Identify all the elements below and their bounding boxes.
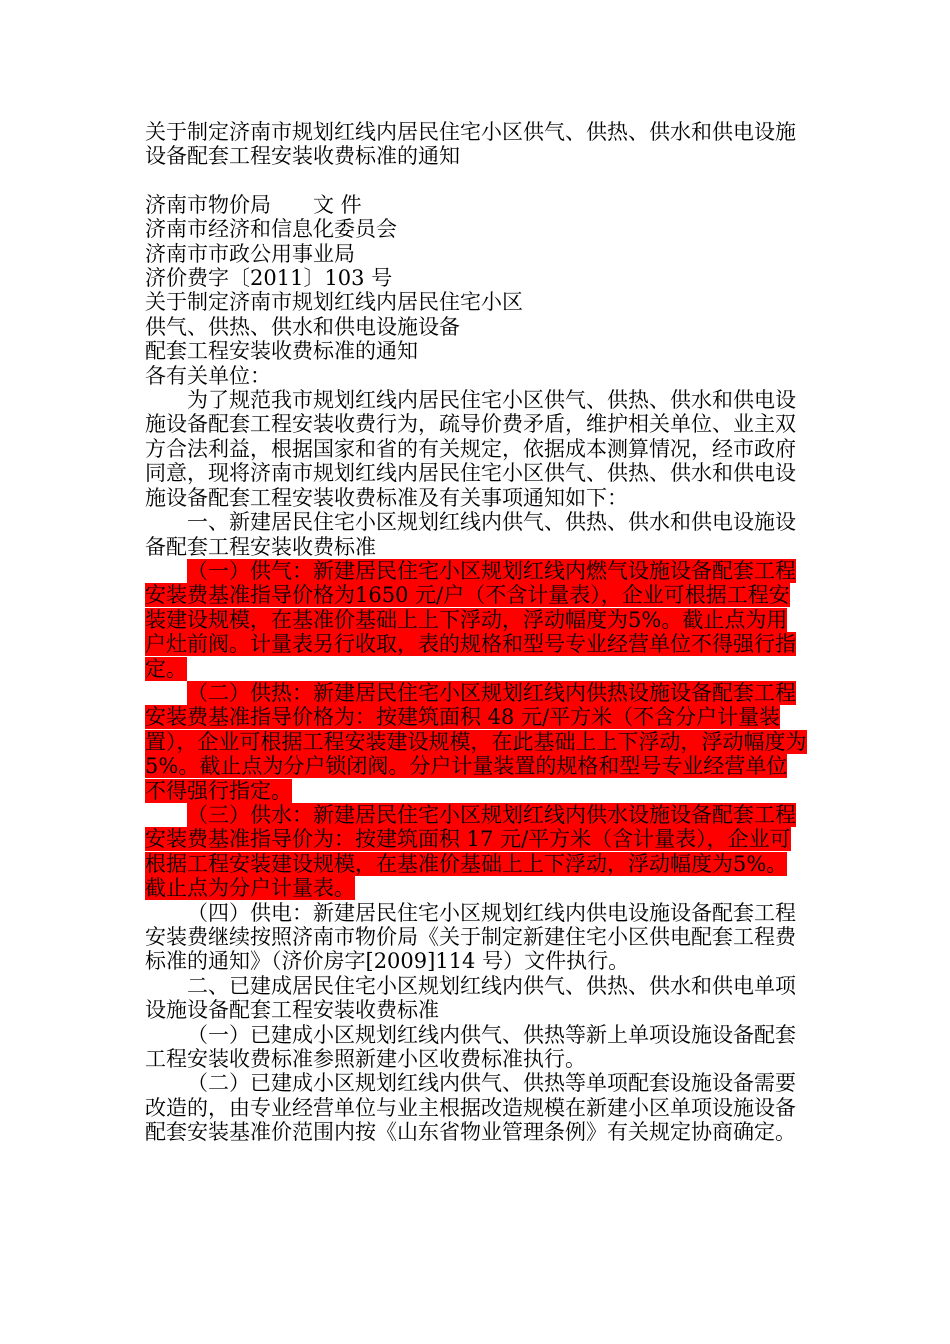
section-1-item-power: （四）供电：新建居民住宅小区规划红线内供电设施设备配套工程安装费继续按照济南市物价局《关于制定新建住宅小区供电配套工程费标准的通知》（济价房字[2009]114 号）文件执行。: [145, 900, 796, 974]
issuer-org-price-bureau: 济南市物价局: [145, 192, 271, 217]
highlighted-text: （一）供气：新建居民住宅小区规划红线内燃气设施设备配套工程安装费基准指导价格为1650 元/户（不含计量表），企业可根据工程安装建设规模，在基准价基础上上下浮动，浮动幅度为5%。截止点为用户灶前阀。计量表另行收取，表的规格和型号专业经营单位不得强行指定。: [145, 558, 796, 681]
section-2-item-2: （二）已建成小区规划红线内供气、供热等单项配套设施设备需要改造的，由专业经营单位与业主根据改造规模在新建小区单项设施设备配套安装基准价范围内按《山东省物业管理条例》有关规定协商确定。: [145, 1071, 796, 1145]
issuer-line-2: 济南市经济和信息化委员会: [145, 217, 397, 242]
document-number: 济价费字〔2011〕103 号: [145, 266, 393, 291]
issuer-line-1: [145, 193, 807, 217]
salutation: 各有关单位：: [145, 363, 271, 388]
issuer-block: [145, 193, 807, 266]
intro-paragraph: 为了规范我市规划红线内居民住宅小区供气、供热、供水和供电设施设备配套工程安装收费行为，疏导价费矛盾，维护相关单位、业主双方合法利益，根据国家和省的有关规定，依据成本测算情况，经市政府同意，现将济南市规划红线内居民住宅小区供气、供热、供水和供电设施设备配套工程安装收费标准及有关事项通知如下：: [145, 388, 796, 510]
document-label: 文 件: [313, 192, 362, 217]
issuer-line-3: 济南市市政公用事业局: [145, 241, 355, 266]
section-1-item-heating: [145, 681, 807, 803]
highlighted-text: （二）供热：新建居民住宅小区规划红线内供热设施设备配套工程安装费基准指导价格为：按建筑面积 48 元/平方米（不含分户计量装置），企业可根据工程安装建设规模，在此基础上上下浮动，浮动幅度为5%。截止点为分户锁闭阀。分户计量装置的规格和型号专业经营单位不得强行指定。: [145, 680, 807, 803]
section-1-item-water: [145, 803, 807, 901]
document-title: 关于制定济南市规划红线内居民住宅小区供气、供热、供水和供电设施设备配套工程安装收费标准的通知: [145, 120, 796, 169]
document-body: [145, 120, 807, 1145]
section-2-heading: 二、已建成居民住宅小区规划红线内供气、供热、供水和供电单项设施设备配套工程安装收费标准: [145, 973, 796, 1023]
subtitle-line-1: 关于制定济南市规划红线内居民住宅小区: [145, 290, 523, 315]
highlighted-text: （三）供水：新建居民住宅小区规划红线内供水设施设备配套工程安装费基准指导价为：按建筑面积 17 元/平方米（含计量表），企业可根据工程安装建设规模，在基准价基础上上下浮动，浮动幅度为5%。截止点为分户计量表。: [145, 802, 796, 901]
section-1-item-gas: [145, 559, 807, 681]
subtitle-line-2: 供气、供热、供水和供电设施设备: [145, 314, 460, 339]
section-1-heading: 一、新建居民住宅小区规划红线内供气、供热、供水和供电设施设备配套工程安装收费标准: [145, 510, 796, 559]
section-2-item-1: （一）已建成小区规划红线内供气、供热等新上单项设施设备配套工程安装收费标准参照新建小区收费标准执行。: [145, 1022, 796, 1072]
subtitle-line-3: 配套工程安装收费标准的通知: [145, 339, 418, 364]
